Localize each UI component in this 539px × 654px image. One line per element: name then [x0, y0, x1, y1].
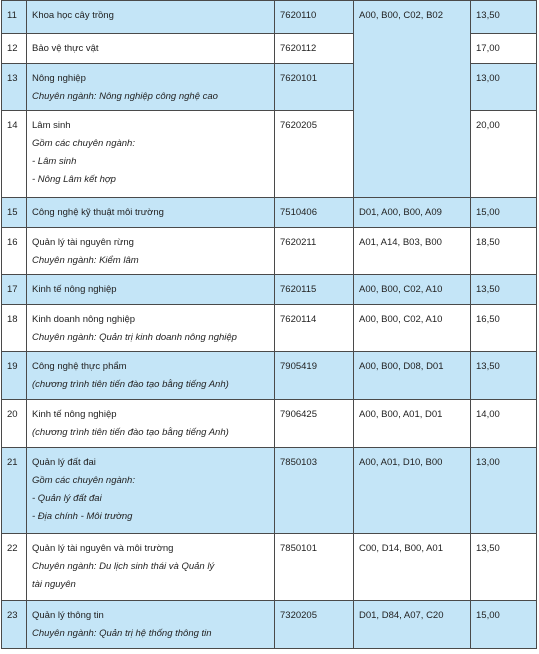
table-row	[2, 1, 537, 34]
major-code: 7620112	[275, 34, 354, 64]
major-code: 7620114	[275, 305, 354, 352]
table-row	[2, 305, 537, 352]
table-row	[2, 601, 537, 649]
row-stt: 15	[2, 198, 27, 228]
cutoff-score: 15,00	[471, 601, 537, 649]
major-cell	[27, 111, 275, 198]
major-note: (chương trình tiên tiến đào tạo bằng tiếng Anh)	[32, 379, 229, 390]
major-note: Chuyên ngành: Quản trị hệ thống thông tin	[32, 628, 212, 639]
table-row	[2, 400, 537, 448]
major-cell	[27, 601, 275, 649]
major-name: Quản lý đất đai	[32, 457, 96, 468]
major-note: tài nguyên	[32, 579, 76, 590]
row-stt: 13	[2, 64, 27, 111]
major-code: 7320205	[275, 601, 354, 649]
row-stt: 16	[2, 228, 27, 275]
major-cell	[27, 448, 275, 534]
cutoff-score: 13,00	[471, 448, 537, 534]
major-note: - Địa chính - Môi trường	[32, 511, 133, 522]
subject-combo: D01, D84, A07, C20	[354, 601, 471, 649]
major-code: 7620110	[275, 1, 354, 34]
major-cell	[27, 198, 275, 228]
subject-combo: C00, D14, B00, A01	[354, 534, 471, 601]
table-row	[2, 534, 537, 601]
major-note: Chuyên ngành: Nông nghiệp công nghệ cao	[32, 91, 218, 102]
major-name: Quản lý thông tin	[32, 610, 104, 621]
row-stt: 22	[2, 534, 27, 601]
row-stt: 23	[2, 601, 27, 649]
table-row	[2, 448, 537, 534]
row-stt: 18	[2, 305, 27, 352]
major-cell	[27, 352, 275, 400]
cutoff-score: 13,50	[471, 352, 537, 400]
row-stt: 11	[2, 1, 27, 34]
major-cell	[27, 1, 275, 34]
major-name: Kinh tế nông nghiệp	[32, 409, 117, 420]
major-cell	[27, 34, 275, 64]
major-code: 7620205	[275, 111, 354, 198]
major-name: Công nghệ thực phẩm	[32, 361, 127, 372]
cutoff-score: 20,00	[471, 111, 537, 198]
major-code: 7906425	[275, 400, 354, 448]
major-name: Kinh doanh nông nghiệp	[32, 314, 136, 325]
cutoff-score: 13,50	[471, 1, 537, 34]
major-cell	[27, 64, 275, 111]
subject-combo: A00, B00, C02, A10	[354, 275, 471, 305]
subject-combo: A00, B00, C02, A10	[354, 305, 471, 352]
major-note: Gồm các chuyên ngành:	[32, 138, 135, 149]
row-stt: 17	[2, 275, 27, 305]
row-stt: 20	[2, 400, 27, 448]
major-cell	[27, 275, 275, 305]
subject-combo: A00, B00, D08, D01	[354, 352, 471, 400]
major-code: 7850101	[275, 534, 354, 601]
major-note: (chương trình tiên tiến đào tạo bằng tiếng Anh)	[32, 427, 229, 438]
major-name: Quản lý tài nguyên và môi trường	[32, 543, 174, 554]
subject-combo: A00, A01, D10, B00	[354, 448, 471, 534]
major-name: Bảo vệ thực vật	[32, 43, 99, 54]
table-row	[2, 275, 537, 305]
major-note: - Quản lý đất đai	[32, 493, 102, 504]
cutoff-score: 13,00	[471, 64, 537, 111]
major-cell	[27, 534, 275, 601]
major-note: Gồm các chuyên ngành:	[32, 475, 135, 486]
major-note: Chuyên ngành: Kiểm lâm	[32, 255, 139, 266]
major-note: - Nông Lâm kết hợp	[32, 174, 116, 185]
major-name: Khoa học cây trồng	[32, 10, 114, 21]
cutoff-score: 15,00	[471, 198, 537, 228]
major-note: - Lâm sinh	[32, 156, 77, 167]
major-cell	[27, 400, 275, 448]
major-code: 7510406	[275, 198, 354, 228]
major-code: 7620101	[275, 64, 354, 111]
major-code: 7905419	[275, 352, 354, 400]
row-stt: 14	[2, 111, 27, 198]
cutoff-score: 17,00	[471, 34, 537, 64]
subject-combo: A01, A14, B03, B00	[354, 228, 471, 275]
row-stt: 12	[2, 34, 27, 64]
cutoff-score: 13,50	[471, 275, 537, 305]
table-row	[2, 352, 537, 400]
cutoff-score: 18,50	[471, 228, 537, 275]
table-row	[2, 198, 537, 228]
major-note: Chuyên ngành: Du lịch sinh thái và Quản lý	[32, 561, 215, 572]
subject-combo: D01, A00, B00, A09	[354, 198, 471, 228]
major-name: Nông nghiệp	[32, 73, 86, 84]
table-row	[2, 228, 537, 275]
major-cell	[27, 305, 275, 352]
major-name: Kinh tế nông nghiệp	[32, 284, 117, 295]
cutoff-score: 16,50	[471, 305, 537, 352]
major-note: Chuyên ngành: Quản trị kinh doanh nông nghiệp	[32, 332, 237, 343]
subject-combo: A00, B00, A01, D01	[354, 400, 471, 448]
major-code: 7620211	[275, 228, 354, 275]
major-code: 7620115	[275, 275, 354, 305]
major-name: Lâm sinh	[32, 120, 71, 131]
subject-combo: A00, B00, C02, B02	[354, 1, 471, 198]
major-name: Công nghệ kỹ thuật môi trường	[32, 207, 164, 218]
cutoff-score: 14,00	[471, 400, 537, 448]
major-code: 7850103	[275, 448, 354, 534]
admission-score-table	[1, 0, 537, 649]
cutoff-score: 13,50	[471, 534, 537, 601]
major-name: Quản lý tài nguyên rừng	[32, 237, 134, 248]
row-stt: 19	[2, 352, 27, 400]
major-cell	[27, 228, 275, 275]
row-stt: 21	[2, 448, 27, 534]
